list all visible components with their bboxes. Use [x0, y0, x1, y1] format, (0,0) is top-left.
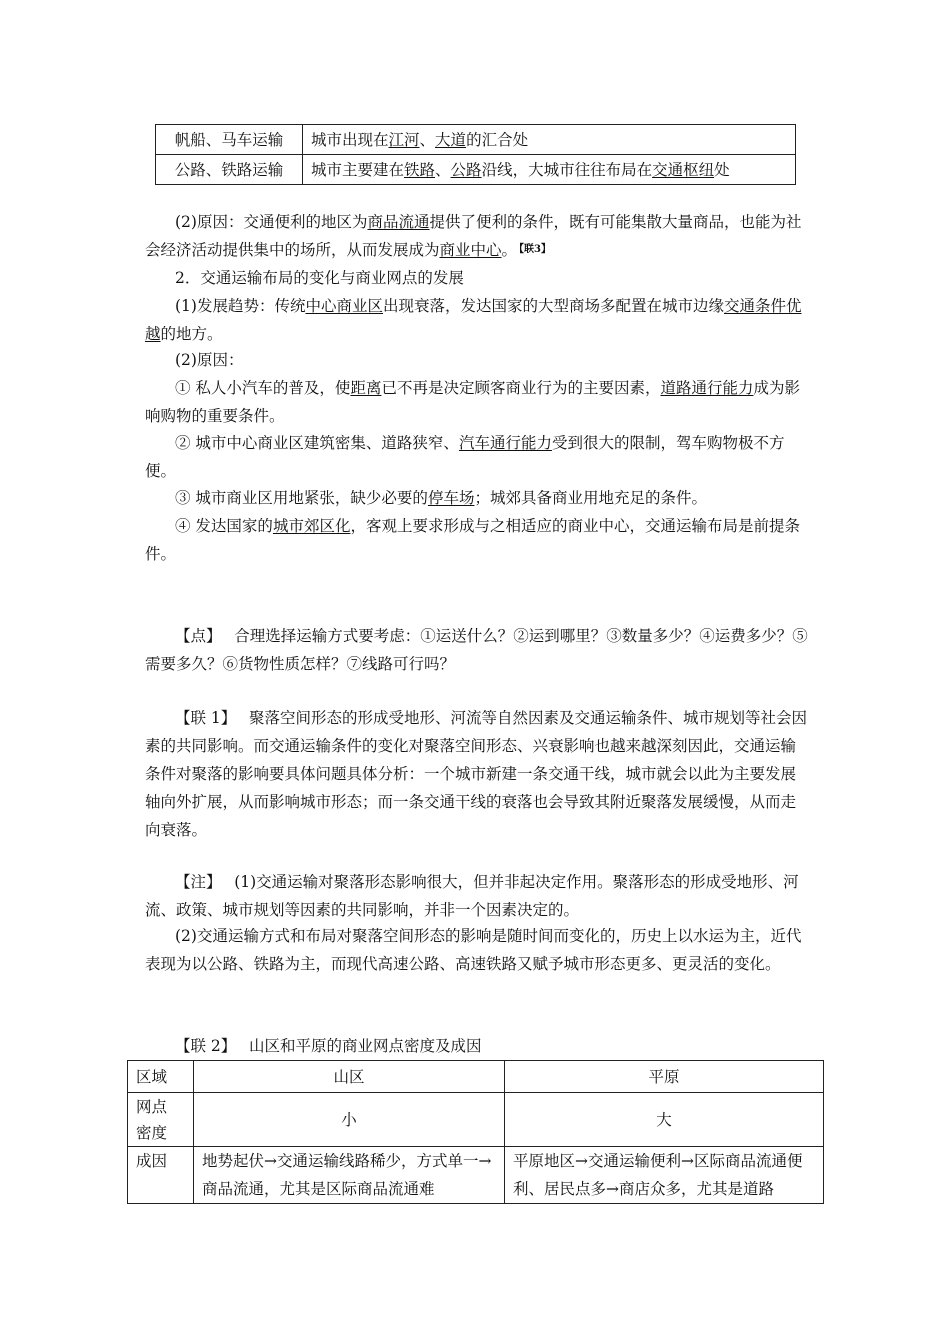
table-row [128, 1147, 824, 1204]
reason-label: (2)原因： [175, 351, 244, 369]
transport-mode-cell: 公路、铁路运输 [156, 155, 303, 185]
reason-item-4: ④ 发达国家的城市郊区化，客观上要求形成与之相适应的商业中心，交通运输布局是前提条件。 [145, 517, 800, 563]
top-table [155, 124, 796, 185]
header-mountain: 山区 [194, 1061, 505, 1093]
trend-paragraph: (1)发展趋势：传统中心商业区出现衰落，发达国家的大型商场多配置在城市边缘交通条件优越的地方。 [145, 297, 802, 343]
table-row [156, 125, 796, 155]
density-label: 网点 密度 [128, 1093, 194, 1147]
table-header-row [128, 1061, 824, 1093]
note-paragraph-1: 【注】 (1)交通运输对聚落形态影响很大，但并非起决定作用。聚落形态的形成受地形、河流、政策、城市规划等因素的共同影响，并非一个因素决定的。 [145, 873, 799, 919]
table-row [128, 1093, 824, 1147]
point-tag: 【点】 [175, 627, 214, 645]
mountain-density: 小 [194, 1093, 505, 1147]
point-paragraph: 【点】 合理选择运输方式要考虑：①运送什么？②运到哪里？③数量多少？④运费多少？⑤需要多久？⑥货物性质怎样？⑦线路可行吗？ [145, 627, 808, 673]
plain-density: 大 [505, 1093, 824, 1147]
note-paragraph-2: (2)交通运输方式和布局对聚落空间形态的影响是随时间而变化的，历史上以水运为主，近代表现为以公路、铁路为主，而现代高速公路、高速铁路又赋予城市形态更多、更灵活的变化。 [145, 927, 802, 973]
header-region: 区域 [128, 1061, 194, 1093]
comparison-table [127, 1060, 824, 1204]
link1-paragraph: 【联 1】 聚落空间形态的形成受地形、河流等自然因素及交通运输条件、城市规划等社会因素的共同影响。而交通运输条件的变化对聚落空间形态、兴衰影响也越来越深刻因此，交通运输条件对聚落的影响要具体问题具体分析：一个城市新建一条交通干线，城市就会以此为主要发展轴向外扩展，从而影响城市形态；而一条交通干线的衰落也会导致其附近聚落发展缓慢，从而走向衰落。 [145, 709, 807, 839]
link2-tag: 【联 2】 [175, 1037, 229, 1055]
transport-mode-cell: 帆船、马车运输 [156, 125, 303, 155]
table-row [156, 155, 796, 185]
city-location-cell: 城市出现在江河、大道的汇合处 [303, 125, 796, 155]
reason-item-2: ② 城市中心商业区建筑密集、道路狭窄、汽车通行能力受到很大的限制，驾车购物极不方便。 [145, 434, 785, 480]
link2-heading: 【联 2】 山区和平原的商业网点密度及成因 [175, 1037, 482, 1055]
mountain-cause: 地势起伏→交通运输线路稀少，方式单一→商品流通，尤其是区际商品流通难 [194, 1147, 505, 1204]
cause-label: 成因 [128, 1147, 194, 1204]
note-tag: 【注】 [175, 873, 214, 891]
plain-cause: 平原地区→交通运输便利→区际商品流通便利、居民点多→商店众多，尤其是道路 [505, 1147, 824, 1204]
link1-tag: 【联 1】 [175, 709, 229, 727]
reason-paragraph: (2)原因：交通便利的地区为商品流通提供了便利的条件，既有可能集散大量商品，也能为社会经济活动提供集中的场所，从而发展成为商业中心。 【联3】 [145, 213, 802, 259]
city-location-cell: 城市主要建在铁路、公路沿线，大城市往往布局在交通枢纽处 [303, 155, 796, 185]
section-title: 2．交通运输布局的变化与商业网点的发展 [175, 269, 464, 287]
reason-item-3: ③ 城市商业区用地紧张，缺少必要的停车场；城郊具备商业用地充足的条件。 [175, 489, 707, 507]
reason-item-1: ① 私人小汽车的普及，使距离已不再是决定顾客商业行为的主要因素，道路通行能力成为影响购物的重要条件。 [145, 379, 800, 425]
link-tag: 【联3】 [519, 244, 552, 255]
header-plain: 平原 [505, 1061, 824, 1093]
